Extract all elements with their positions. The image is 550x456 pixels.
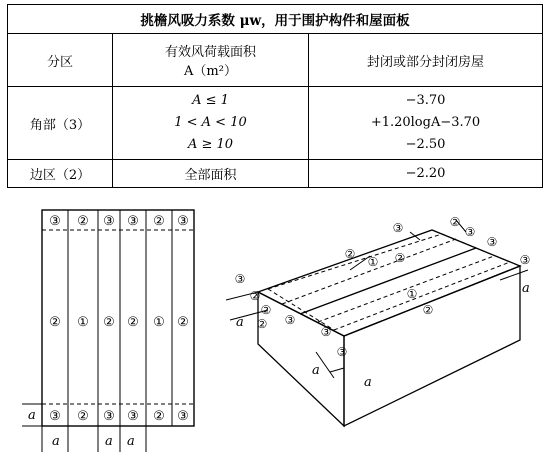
iso-zone-label: ② [249, 289, 261, 303]
iso-zone-label: ③ [320, 325, 332, 339]
zone-cell: 边区（2） [8, 160, 113, 188]
area-value: A ≤ 1 [192, 93, 229, 108]
coef-value: −2.50 [405, 137, 446, 152]
iso-zone-label: ② [449, 215, 461, 229]
iso-zone-label: ② [394, 251, 406, 265]
iso-zone-label: ② [422, 303, 434, 317]
header-zone: 分区 [8, 34, 113, 87]
iso-dimension-label: a [312, 363, 320, 378]
plan-zone-label: ② [177, 315, 189, 330]
plan-zone-label: ③ [103, 409, 115, 424]
plan-zone-label: ③ [127, 409, 139, 424]
plan-zone-label: ② [153, 409, 165, 424]
coef-value: +1.20logA−3.70 [370, 115, 481, 130]
plan-zone-label: ③ [127, 214, 139, 229]
table-title: 挑檐风吸力系数 μw，用于围护构件和屋面板 [8, 5, 543, 34]
iso-zone-label: ③ [234, 272, 246, 286]
iso-zone-label: ① [367, 255, 379, 269]
plan-dimension-label: a [28, 408, 36, 423]
iso-zone-label: ② [344, 247, 356, 261]
iso-zone-label: ③ [464, 225, 476, 239]
plan-dimension-label: a [127, 434, 135, 449]
plan-zone-label: ② [153, 214, 165, 229]
plan-zone-label: ② [49, 315, 61, 330]
plan-dimension-label: a [52, 434, 60, 449]
area-value: 1 < A < 10 [174, 115, 247, 130]
iso-zone-label: ② [256, 317, 268, 331]
iso-zone-label: ③ [486, 235, 498, 249]
coef-value: −3.70 [405, 93, 446, 108]
coef-cell: −2.20 [309, 160, 543, 188]
iso-zone-label: ③ [392, 221, 404, 235]
header-area-line1: 有效风荷载面积 [164, 45, 256, 60]
plan-zone-label: ③ [49, 214, 61, 229]
iso-zone-label: ③ [284, 313, 296, 327]
plan-zone-label: ① [77, 315, 89, 330]
iso-zone-label: ② [260, 303, 272, 317]
area-value: A ≥ 10 [187, 137, 234, 152]
plan-zone-label: ② [127, 315, 139, 330]
plan-zone-label: ② [103, 315, 115, 330]
iso-dimension-label: a [364, 375, 372, 390]
zone-cell: 角部（3） [8, 87, 113, 160]
plan-zone-label: ① [153, 315, 165, 330]
plan-zone-label: ③ [177, 214, 189, 229]
plan-zone-label: ③ [177, 409, 189, 424]
plan-dimension-label: a [105, 434, 113, 449]
header-coefficient: 封闭或部分封闭房屋 [309, 34, 543, 87]
iso-dimension-label: a [522, 281, 530, 296]
iso-dimension-label: a [236, 315, 244, 330]
iso-zone-label: ③ [336, 345, 348, 359]
plan-zone-label: ③ [103, 214, 115, 229]
plan-zone-label: ② [77, 214, 89, 229]
iso-zone-label: ③ [519, 253, 531, 267]
iso-zone-label: ① [406, 287, 418, 301]
plan-zone-label: ② [77, 409, 89, 424]
iso-view [258, 230, 520, 426]
plan-zone-label: ③ [49, 409, 61, 424]
header-area-line2: A（m²） [184, 64, 237, 79]
area-cell: 全部面积 [113, 160, 309, 188]
